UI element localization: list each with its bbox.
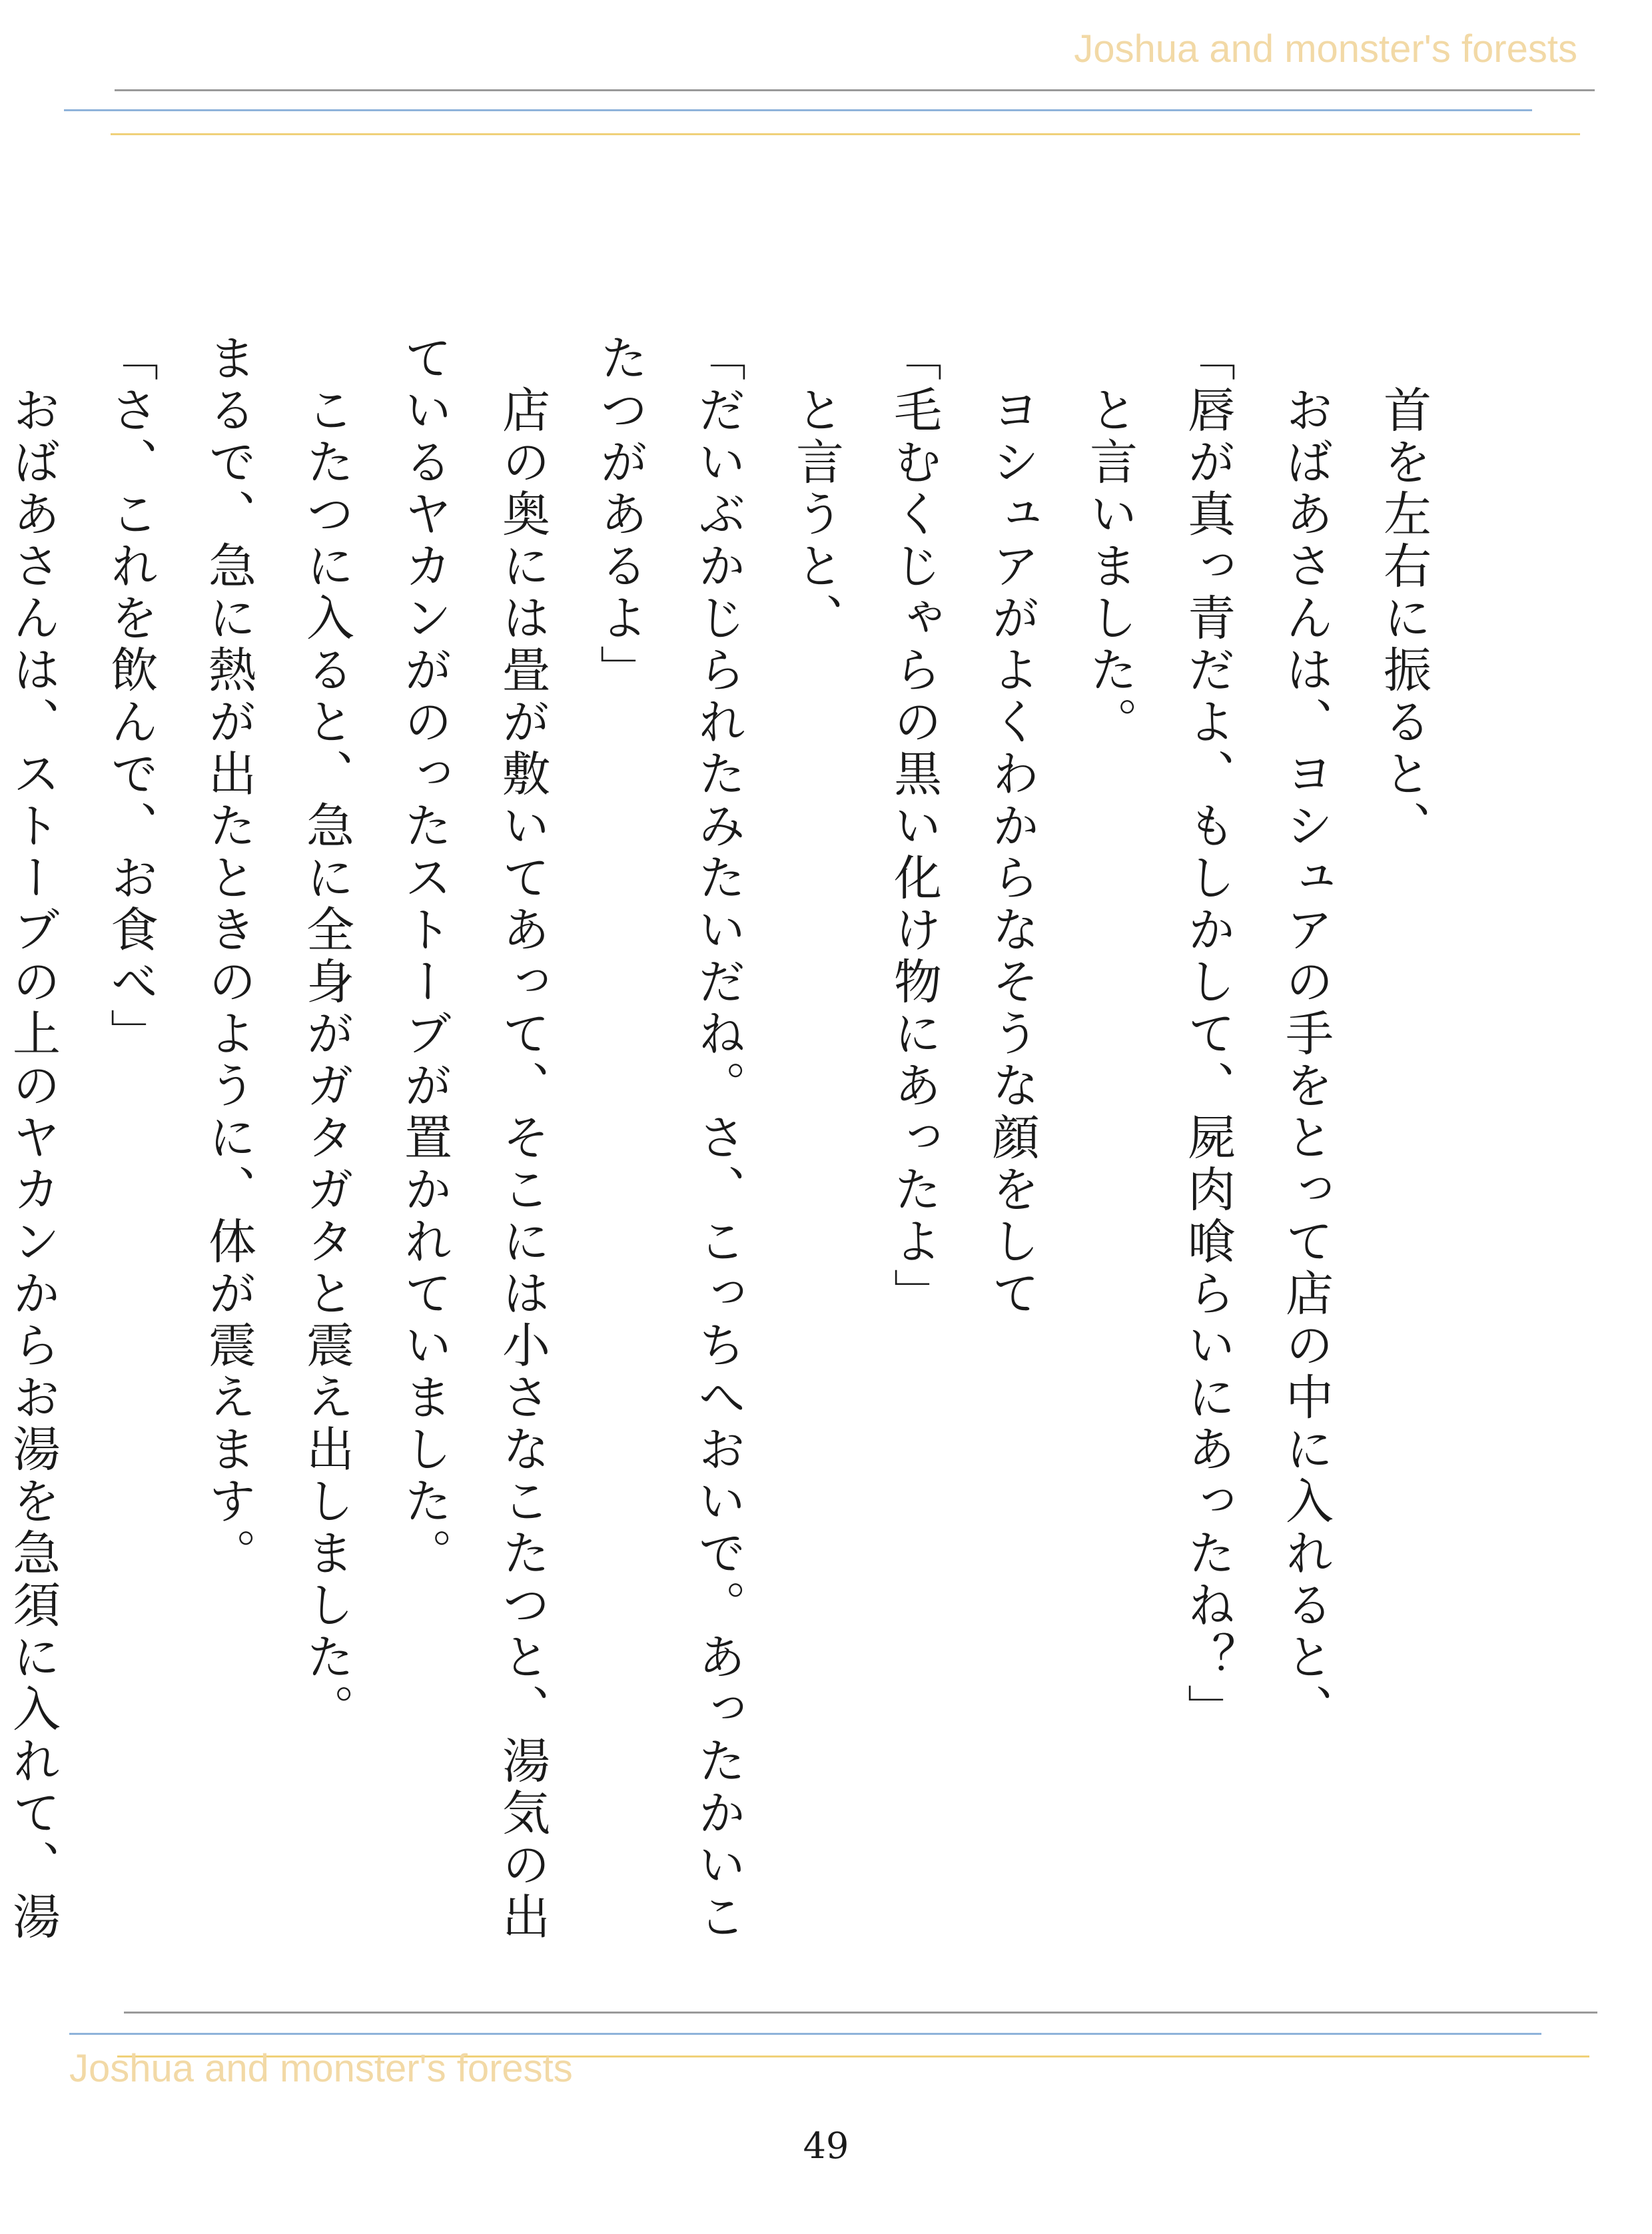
paragraph: 「毛むくじゃらの黒い化け物にあったよ」 <box>886 333 942 1320</box>
header-rule-gray <box>115 89 1595 91</box>
paragraph: 「だいぶかじられたみたいだね。さ、こっちへおいで。あったかいこたつがあるよ」 <box>592 333 746 1944</box>
vertical-body-text <box>5 333 1452 1985</box>
header-rule-blue <box>64 109 1532 111</box>
footer-rule-gray <box>124 2012 1597 2014</box>
header-title: Joshua and monster's forests <box>1074 27 1577 71</box>
paragraph: 店の奥には畳が敷いてあって、そこには小さなこたつと、湯気の出ているヤカンがのったストーブが置かれていました。 <box>396 333 550 1944</box>
page-number: 49 <box>803 2125 849 2167</box>
paragraph: ヨシュアがよくわからなそうな顔をして <box>984 333 1040 1320</box>
paragraph: 「唇が真っ青だよ、もしかして、屍肉喰らいにあったね？」 <box>1180 333 1236 1736</box>
paragraph: まるで、急に熱が出たときのように、体が震えます。 <box>201 333 256 1580</box>
paragraph: 首を左右に振ると、 <box>1376 333 1432 853</box>
paragraph: と言いました。 <box>1082 333 1138 749</box>
footer-title: Joshua and monster's forests <box>69 2047 573 2090</box>
paragraph: おばあさんは、ヨシュアの手をとって店の中に入れると、 <box>1278 333 1334 1736</box>
paragraph: こたつに入ると、急に全身がガタガタと震え出しました。 <box>298 333 354 1736</box>
header-rule-gold <box>111 133 1580 135</box>
paragraph: おばあさんは、ストーブの上のヤカンからお湯を急須に入れて、湯 <box>5 385 61 1944</box>
paragraph: と言うと、 <box>788 333 844 645</box>
paragraph: 「さ、これを飲んで、お食べ」 <box>103 333 159 1060</box>
footer-rule-blue <box>69 2033 1541 2035</box>
